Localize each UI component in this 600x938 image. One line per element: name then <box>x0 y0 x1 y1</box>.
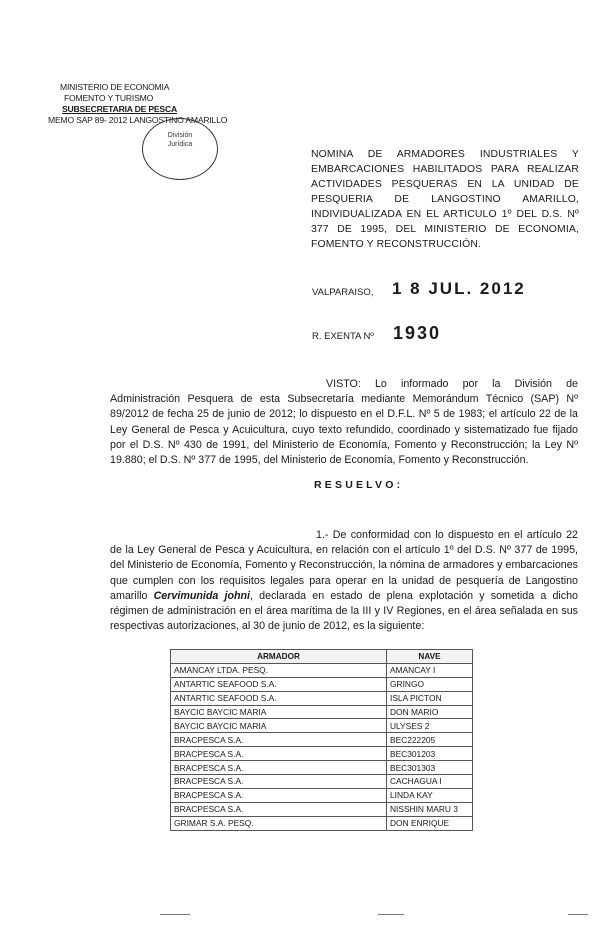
stamp-line-2: Jurídica <box>167 141 193 148</box>
nave-cell: CACHAGUA I <box>387 775 473 789</box>
species-name: Cervimunida johni <box>153 589 251 602</box>
resolution-label: R. EXENTA Nº <box>312 331 374 342</box>
armador-cell: ANTARTIC SEAFOOD S.A. <box>171 677 387 691</box>
header-nave: NAVE <box>387 650 473 664</box>
table-row <box>171 691 473 705</box>
armador-cell: BRACPESCA S.A. <box>171 733 387 747</box>
nave-cell: LINDA KAY <box>387 788 473 802</box>
document-title: NOMINA DE ARMADORES INDUSTRIALES Y EMBARCACIONES HABILITADOS PARA REALIZAR ACTIVIDADES PESQUERAS EN LA UNIDAD DE PESQUERIA DE LANGOSTINO AMARILLO, INDIVIDUALIZADA EN EL ARTICULO 1º DEL D.S. Nº 377 DE 1995, DEL MINISTERIO DE ECONOMIA, FOMENTO Y RECONSTRUCCIÓN. <box>311 149 579 250</box>
article-1-text-after: , declarada en estado de plena explotación y sometida a dicho régimen de administración en el área marítima de la III y IV Regiones, en el área señalada en sus respectivas autorizaciones, al 30 de junio de 2012, es la siguiente: <box>110 589 578 633</box>
table-row <box>171 677 473 691</box>
subsecretaria-name: SUBSECRETARIA DE PESCA <box>62 104 177 114</box>
stamp-line-1: División <box>167 132 193 139</box>
letterhead <box>48 82 248 126</box>
table-row <box>171 719 473 733</box>
table-row <box>171 663 473 677</box>
table-header-row <box>171 650 473 664</box>
armador-cell: BRACPESCA S.A. <box>171 802 387 816</box>
memo-reference: MEMO SAP 89- 2012 LANGOSTINO AMARILLO <box>48 115 228 125</box>
armador-cell: BAYCIC BAYCIC MARIA <box>171 705 387 719</box>
footer-mark-1 <box>160 914 190 915</box>
table-row <box>171 788 473 802</box>
nave-cell: GRINGO <box>387 677 473 691</box>
table-row <box>171 747 473 761</box>
armadores-table <box>170 649 473 831</box>
nave-cell: DON MARIO <box>387 705 473 719</box>
footer-mark-3 <box>568 914 588 915</box>
document-date: 1 8 JUL. 2012 <box>392 279 526 298</box>
armador-cell: GRIMAR S.A. PESQ. <box>171 816 387 830</box>
nave-cell: DON ENRIQUE <box>387 816 473 830</box>
nave-cell: BEC301303 <box>387 761 473 775</box>
table-row <box>171 816 473 830</box>
nave-cell: ULYSES 2 <box>387 719 473 733</box>
ministry-name: MINISTERIO DE ECONOMIA <box>60 82 170 92</box>
article-1-paragraph <box>110 528 578 634</box>
header-armador: ARMADOR <box>171 650 387 664</box>
armador-cell: ANTARTIC SEAFOOD S.A. <box>171 691 387 705</box>
footer-mark-2 <box>378 914 404 915</box>
place-label: VALPARAISO, <box>312 287 374 298</box>
table-row <box>171 733 473 747</box>
armador-cell: BRACPESCA S.A. <box>171 788 387 802</box>
nave-cell: BEC301203 <box>387 747 473 761</box>
table-row <box>171 705 473 719</box>
visto-paragraph: VISTO: Lo informado por la División de Administración Pesquera de esta Subsecretaría mediante Memorándum Técnico (SAP) Nº 89/2012 de fecha 25 de junio de 2012; lo dispuesto en el D.F.L. Nº 5 de 1983; el artículo 22 de la Ley General de Pesca y Acuicultura, cuyo texto refundido, coordinado y sistematizado fue fijado por el D.S. Nº 430 de 1991, del Ministerio de Economía, Fomento y Reconstrucción; la Ley Nº 19.880; el D.S. Nº 377 de 1995, del Ministerio de Economía, Fomento y Reconstrucción. <box>110 378 578 467</box>
resuelvo-heading: RESUELVO: <box>314 479 404 491</box>
armador-cell: BAYCIC BAYCIC MARIA <box>171 719 387 733</box>
division-juridica-stamp <box>142 118 218 180</box>
table-row <box>171 802 473 816</box>
nave-cell: NISSHIN MARU 3 <box>387 802 473 816</box>
nave-cell: AMANCAY I <box>387 663 473 677</box>
nave-cell: BEC222205 <box>387 733 473 747</box>
armador-cell: BRACPESCA S.A. <box>171 775 387 789</box>
table-row <box>171 761 473 775</box>
resolution-number: 1930 <box>393 323 442 343</box>
armador-cell: BRACPESCA S.A. <box>171 747 387 761</box>
ministry-subname: FOMENTO Y TURISMO <box>64 93 154 103</box>
article-1-text-before: 1.- De conformidad con lo dispuesto en el artículo 22 de la Ley General de Pesca y Acuicultura, en relación con el artículo 1º del D.S. Nº 377 de 1995, del Ministerio de Economía, Fomento y Reconstrucción, la nómina de armadores y embarcaciones que cumplen con los requisitos legales para operar en la unidad de pesquería de Langostino amarillo <box>110 529 578 602</box>
nave-cell: ISLA PICTON <box>387 691 473 705</box>
armador-cell: AMANCAY LTDA. PESQ. <box>171 663 387 677</box>
table-row <box>171 775 473 789</box>
armador-cell: BRACPESCA S.A. <box>171 761 387 775</box>
